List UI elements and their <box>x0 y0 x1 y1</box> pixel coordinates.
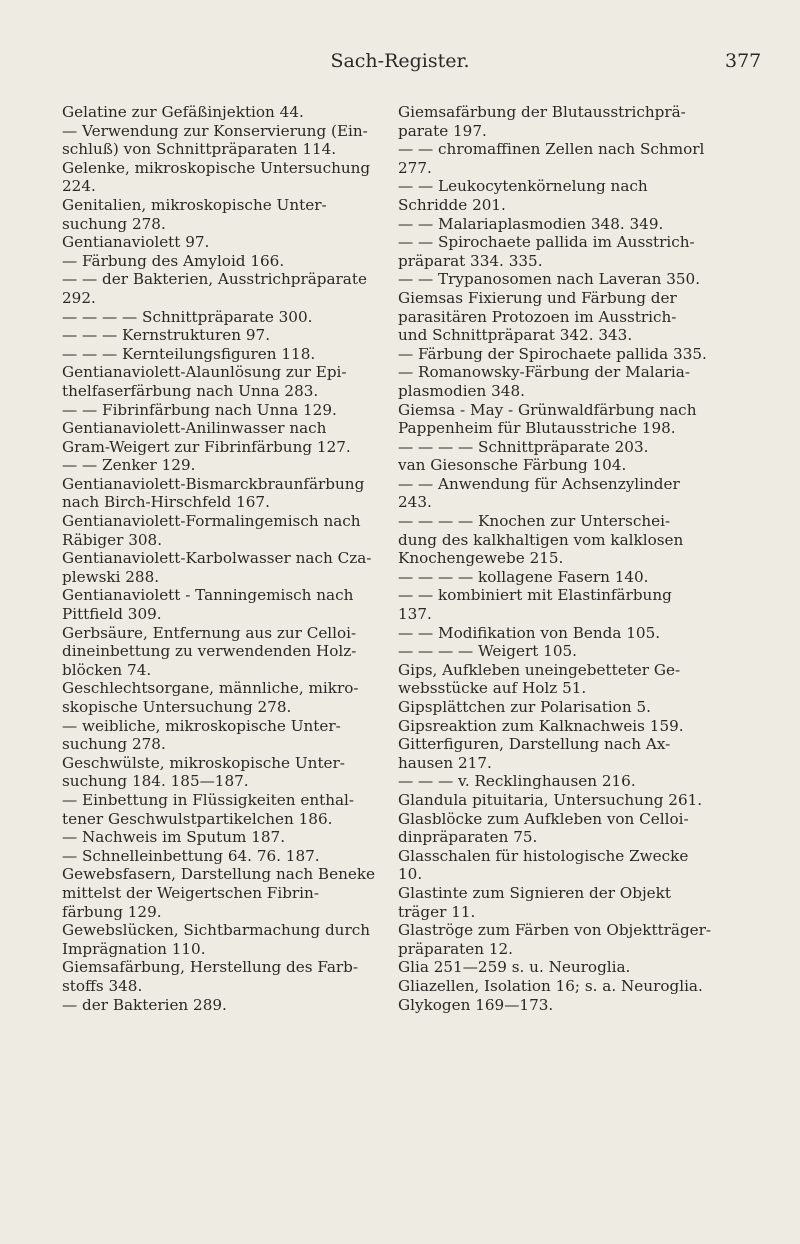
index-entry-line: Giemsafärbung, Herstellung des Farb- <box>62 958 359 977</box>
index-entry-line: Gentianaviolett-Anilinwasser nach <box>62 419 327 438</box>
index-entry-line: Gewebsfasern, Darstellung nach Beneke <box>62 865 376 884</box>
index-entry-line: Gitterfiguren, Darstellung nach Ax- <box>398 735 671 754</box>
index-entry-line: Gentianaviolett-Bismarckbraunfärbung <box>62 474 365 493</box>
index-entry-line: Gentianaviolett-Karbolwasser nach Cza- <box>62 549 372 568</box>
index-entry-line: Giemsa - May - Grünwaldfärbung nach <box>398 400 697 419</box>
index-entry-line: — — Leukocytenkörnelung nach <box>398 177 648 196</box>
index-entry-line: Genitalien, mikroskopische Unter- <box>62 195 327 214</box>
index-entry-line: Gliazellen, Isolation 16; s. a. Neuroglia. <box>398 976 703 995</box>
running-header-title: Sach-Register. <box>330 50 470 72</box>
index-entry-line: Gipsplättchen zur Polarisation 5. <box>398 698 651 716</box>
index-entry-line: dung des kalkhaltigen vom kalklosen <box>398 530 684 549</box>
index-entry-line: parate 197. <box>398 121 487 140</box>
index-entry-line: — Verwendung zur Konservierung (Ein- <box>62 121 368 140</box>
index-entry-line: parasitären Protozoen im Ausstrich- <box>398 307 677 326</box>
index-entry-line: skopische Untersuchung 278. <box>62 698 292 716</box>
index-entry-line: — — Fibrinfärbung nach Unna 129. <box>62 400 337 419</box>
index-entry-line: Imprägnation 110. <box>62 939 206 958</box>
index-entry-line: Schridde 201. <box>398 195 506 214</box>
index-entry-line: stoffs 348. <box>62 976 143 995</box>
index-entry-line: Glastinte zum Signieren der Objekt <box>398 883 671 902</box>
index-entry-line: 224. <box>62 177 96 196</box>
page-number: 377 <box>725 50 762 72</box>
index-entry-line: — Einbettung in Flüssigkeiten enthal- <box>62 790 355 809</box>
index-entry-line: nach Birch-Hirschfeld 167. <box>62 493 270 512</box>
index-entry-line: Glandula pituitaria, Untersuchung 261. <box>398 790 703 809</box>
index-entry-line: Räbiger 308. <box>62 530 163 549</box>
index-entry-line: Pittfield 309. <box>62 605 162 624</box>
index-entry-line: Gerbsäure, Entfernung aus zur Celloi- <box>62 623 357 642</box>
index-entry-line: Glykogen 169—173. <box>398 995 554 1014</box>
index-entry-line: Geschlechtsorgane, männliche, mikro- <box>62 679 359 698</box>
index-entry-line: Gelatine zur Gefäßinjektion 44. <box>62 103 304 121</box>
index-entry-line: — — — v. Recklinghausen 216. <box>398 772 636 791</box>
index-entry-line: — der Bakterien 289. <box>62 995 227 1014</box>
index-entry-line: plewski 288. <box>62 567 160 586</box>
index-entry-line: schluß) von Schnittpräparaten 114. <box>62 140 337 159</box>
index-entry-line: 277. <box>398 158 432 177</box>
index-entry-line: Gipsreaktion zum Kalknachweis 159. <box>398 716 684 735</box>
index-entry-line: — — Modifikation von Benda 105. <box>398 623 661 642</box>
index-entry-line: — Färbung der Spirochaete pallida 335. <box>398 344 707 363</box>
index-entry-line: — — — — Weigert 105. <box>398 642 577 661</box>
index-entry-line: blöcken 74. <box>62 660 152 679</box>
index-entry-line: Gentianaviolett - Tanningemisch nach <box>62 586 354 605</box>
index-entry-line: — — — Kernstrukturen 97. <box>62 326 271 345</box>
index-entry-line: — — Anwendung für Achsenzylinder <box>398 474 680 493</box>
index-entry-line: Knochengewebe 215. <box>398 549 564 568</box>
index-entry-line: — weibliche, mikroskopische Unter- <box>62 716 341 735</box>
index-entry-line: Giemsas Fixierung und Färbung der <box>398 288 677 307</box>
index-entry-line: dinpräparaten 75. <box>398 828 538 847</box>
left-index-column <box>62 103 397 1014</box>
index-entry-line: — — Trypanosomen nach Laveran 350. <box>398 270 701 289</box>
index-entry-line: — — Spirochaete pallida im Ausstrich- <box>398 233 695 252</box>
index-entry-line: websstücke auf Holz 51. <box>398 679 587 698</box>
index-entry-line: Gentianaviolett-Alaunlösung zur Epi- <box>62 363 347 382</box>
index-entry-line: — — kombiniert mit Elastinfärbung <box>398 586 672 605</box>
index-entry-line: 137. <box>398 605 432 624</box>
index-entry-line: Giemsafärbung der Blutausstrichprä- <box>398 103 686 121</box>
index-entry-line: färbung 129. <box>62 902 162 921</box>
index-entry-line: — — — — kollagene Fasern 140. <box>398 567 649 586</box>
index-entry-line: — — Zenker 129. <box>62 456 196 475</box>
index-entry-line: mittelst der Weigertschen Fibrin- <box>62 883 319 902</box>
index-entry-line: Glasschalen für histologische Zwecke <box>398 846 689 865</box>
index-entry-line: — Schnelleinbettung 64. 76. 187. <box>62 846 320 865</box>
index-entry-line: träger 11. <box>398 902 476 921</box>
index-entry-line: Gentianaviolett-Formalingemisch nach <box>62 512 361 531</box>
index-entry-line: Glasblöcke zum Aufkleben von Celloi- <box>398 809 689 828</box>
index-entry-line: Gelenke, mikroskopische Untersuchung <box>62 158 371 177</box>
index-entry-line: suchung 278. <box>62 735 166 754</box>
index-entry-line: hausen 217. <box>398 753 492 772</box>
index-entry-line: suchung 278. <box>62 214 166 233</box>
index-entry-line: — — Malariaplasmodien 348. 349. <box>398 214 664 233</box>
index-entry-line: — — — — Schnittpräparate 300. <box>62 307 313 326</box>
index-entry-line: Gips, Aufkleben uneingebetteter Ge- <box>398 660 681 679</box>
index-entry-line: Gewebslücken, Sichtbarmachung durch <box>62 921 370 940</box>
index-entry-line: Pappenheim für Blutausstriche 198. <box>398 419 676 438</box>
index-entry-line: — — — — Schnittpräparate 203. <box>398 437 649 456</box>
index-entry-line: Geschwülste, mikroskopische Unter- <box>62 753 345 772</box>
index-entry-line: — — — Kernteilungsfiguren 118. <box>62 344 316 363</box>
index-entry-line: — — — — Knochen zur Unterschei- <box>398 512 671 531</box>
index-entry-line: plasmodien 348. <box>398 381 525 400</box>
index-entry-line: — Färbung des Amyloid 166. <box>62 251 285 270</box>
index-entry-line: — Nachweis im Sputum 187. <box>62 828 286 847</box>
right-index-column <box>398 103 733 1014</box>
index-entry-line: Glaströge zum Färben von Objektträger- <box>398 921 712 940</box>
index-entry-line: präparat 334. 335. <box>398 251 543 270</box>
index-entry-line: 10. <box>398 865 423 884</box>
index-entry-line: — Romanowsky-Färbung der Malaria- <box>398 363 690 382</box>
index-entry-line: Gram-Weigert zur Fibrinfärbung 127. <box>62 437 351 456</box>
index-entry-line: 243. <box>398 493 432 512</box>
index-entry-line: suchung 184. 185—187. <box>62 772 249 791</box>
index-entry-line: thelfaserfärbung nach Unna 283. <box>62 381 319 400</box>
index-entry-line: und Schnittpräparat 342. 343. <box>398 326 633 345</box>
index-entry-line: van Giesonsche Färbung 104. <box>398 456 627 475</box>
index-entry-line: Gentianaviolett 97. <box>62 233 210 252</box>
index-entry-line: präparaten 12. <box>398 939 513 958</box>
index-entry-line: 292. <box>62 288 96 307</box>
index-entry-line: — — der Bakterien, Ausstrichpräparate <box>62 270 367 289</box>
index-entry-line: tener Geschwulstpartikelchen 186. <box>62 809 333 828</box>
index-entry-line: dineinbettung zu verwendenden Holz- <box>62 642 357 661</box>
index-entry-line: Glia 251—259 s. u. Neuroglia. <box>398 958 631 977</box>
index-entry-line: — — chromaffinen Zellen nach Schmorl <box>398 140 705 159</box>
